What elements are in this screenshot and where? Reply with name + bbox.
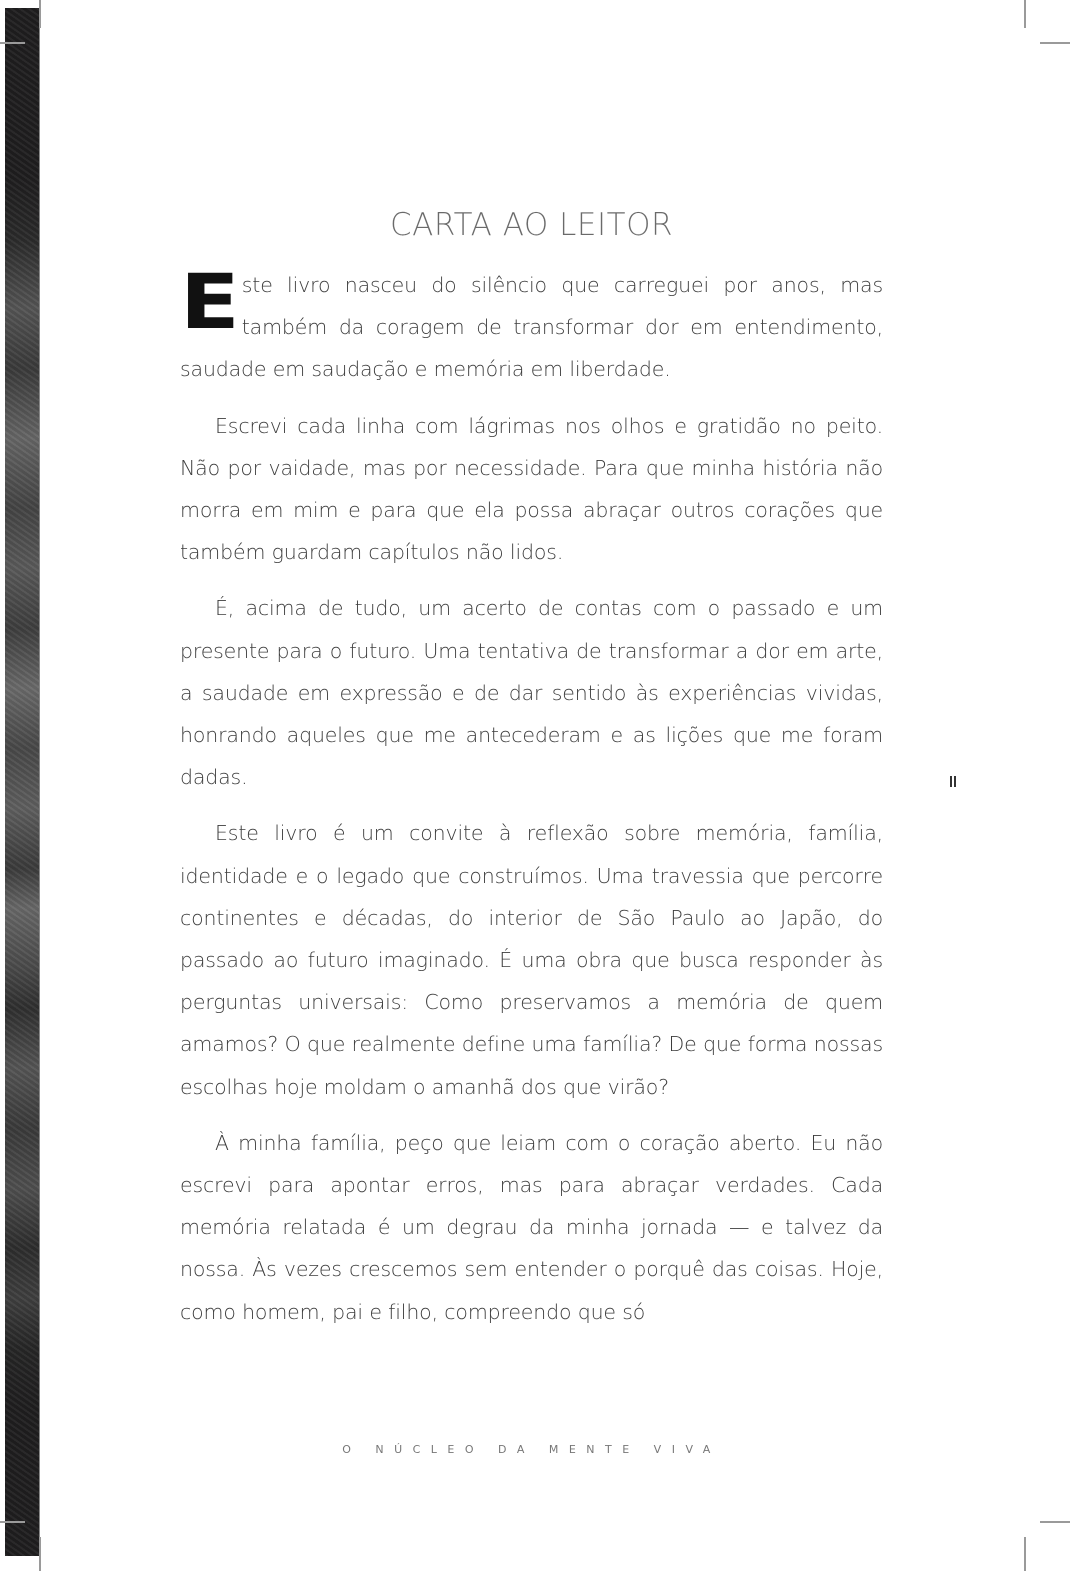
crop-mark-bottom-left-horizontal (0, 1521, 25, 1523)
crop-mark-top-right-vertical (1024, 0, 1026, 28)
crop-mark-bottom-right-vertical (1024, 1537, 1026, 1571)
paragraph-3: É, acima de tudo, um acerto de contas com o passado e um presente para o futuro. Uma tentativa de transformar a dor em arte, a saudade em expressão e de dar sentido às experiências vividas, honrando aqueles que me antecederam e as lições que me foram dadas. (180, 596, 883, 790)
paragraph-1-text: ste livro nasceu do silêncio que carreguei por anos, mas também da coragem de transformar dor em entendimento, saudade em saudação e memória em liberdade. (180, 273, 883, 382)
crop-mark-top-left-horizontal (0, 42, 25, 44)
running-footer: O NÚCLEO DA MENTE VIVA (342, 1443, 721, 1456)
paragraph-4: Este livro é um convite à reflexão sobre memória, família, identidade e o legado que construímos. Uma travessia que percorre continentes e décadas, do interior de São Paulo ao Japão, do passado ao futuro imaginado. É uma obra que busca responder às perguntas universais: Como preservamos a memória de quem amamos? O que realmente define uma família? De que forma nossas escolhas hoje moldam o amanhã dos que virão? (180, 821, 883, 1099)
paragraph-5: À minha família, peço que leiam com o coração aberto. Eu não escrevi para apontar erros, mas para abraçar verdades. Cada memória relatada é um degrau da minha jornada — e talvez da nossa. Às vezes crescemos sem entender o porquê das coisas. Hoje, como homem, pai e filho, compreendo que só (180, 1130, 883, 1324)
drop-cap: E (180, 257, 240, 346)
letter-body (180, 257, 883, 1347)
crop-mark-top-right-horizontal (1040, 42, 1070, 44)
paragraph-1 (180, 257, 883, 391)
crop-mark-bottom-right-horizontal (1040, 1521, 1070, 1523)
paragraph-2: Escrevi cada linha com lágrimas nos olhos e gratidão no peito. Não por vaidade, mas por necessidade. Para que minha história não morra em mim e para que ela possa abraçar outros corações que também guardam capítulos não lidos. (180, 413, 883, 565)
margin-mark-icon (950, 776, 956, 787)
crop-mark-top-left-vertical (39, 0, 41, 28)
crop-mark-bottom-left-vertical (39, 1537, 41, 1571)
page-title: CARTA AO LEITOR (389, 206, 674, 243)
